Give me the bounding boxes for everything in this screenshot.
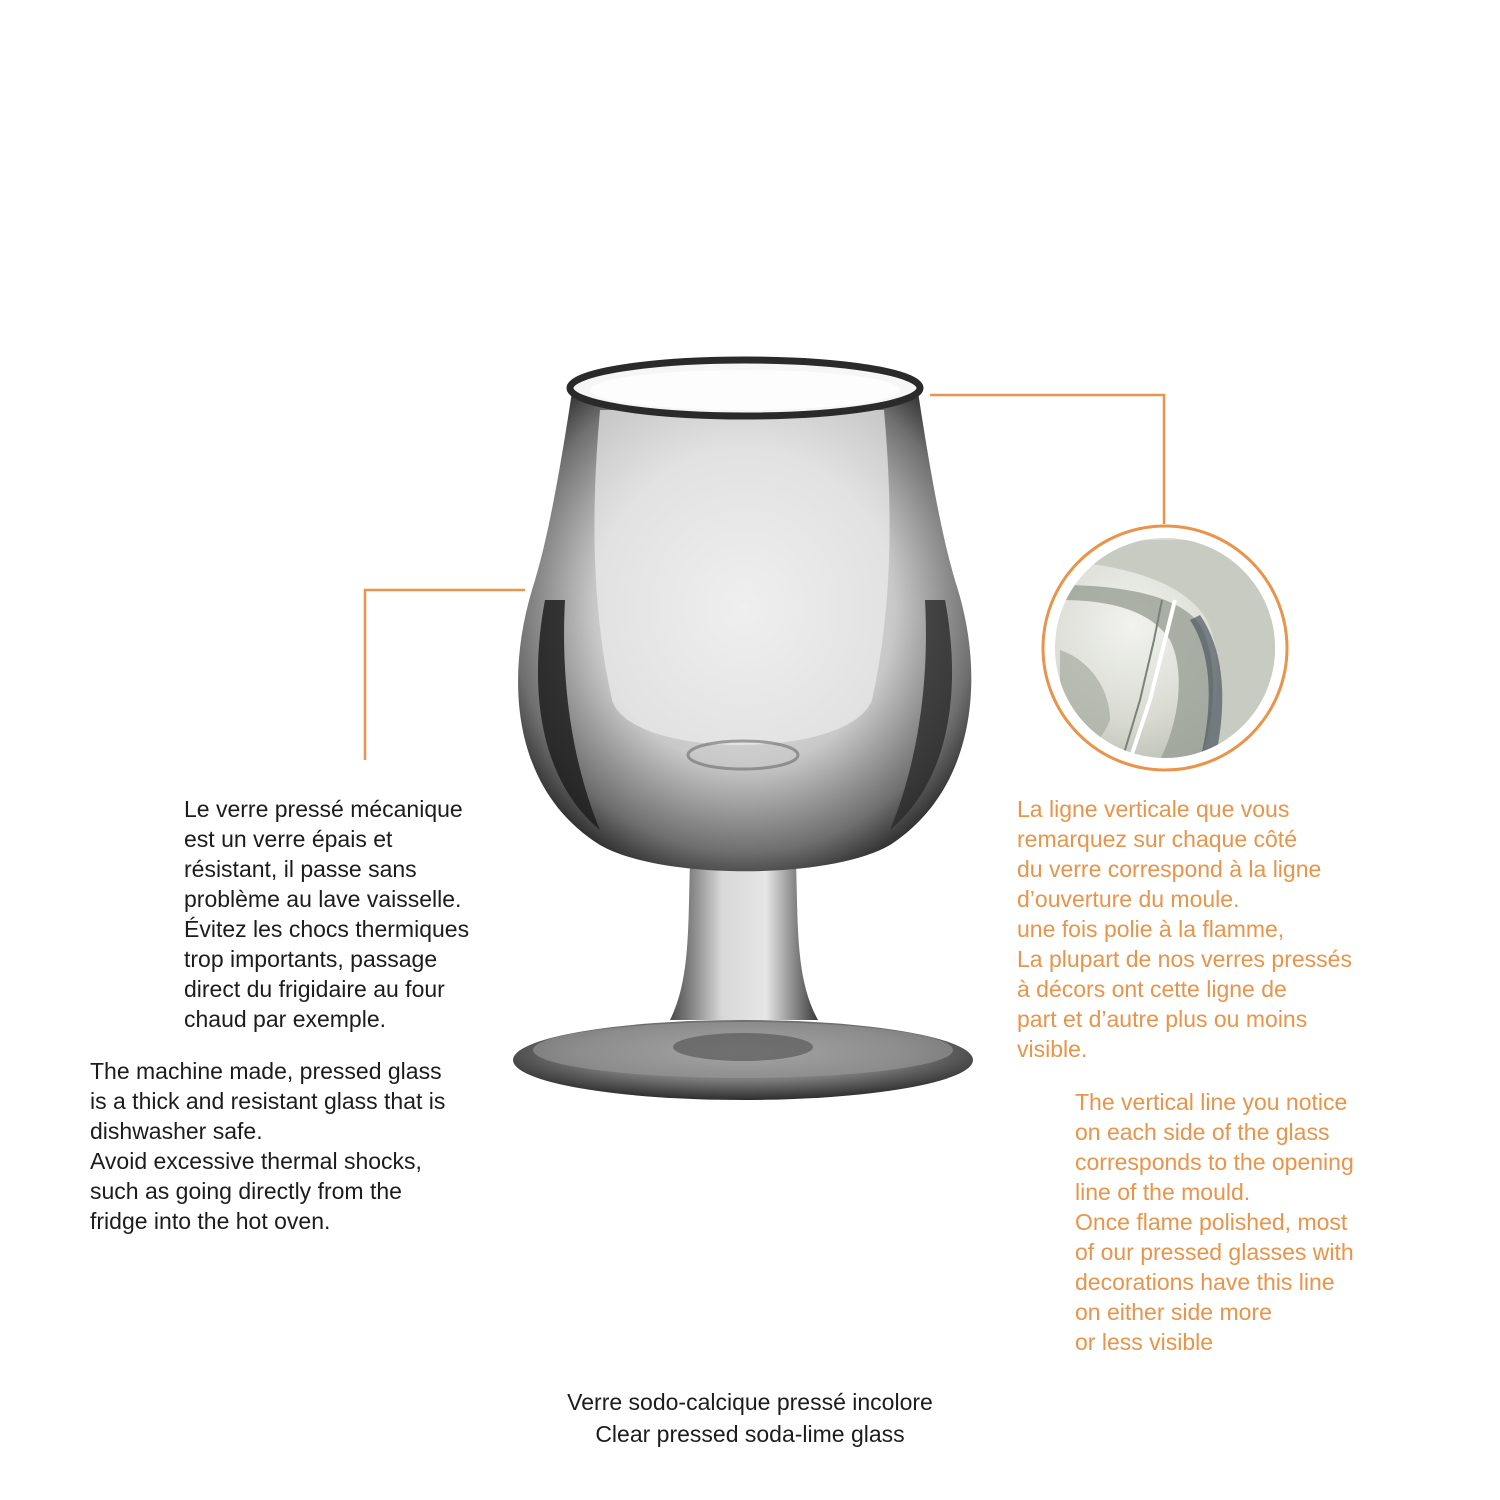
left-fr-line: résistant, il passe sans xyxy=(184,856,417,882)
left-note-french xyxy=(184,794,469,1034)
right-fr-line: une fois polie à la flamme, xyxy=(1017,916,1285,942)
right-en-line: line of the mould. xyxy=(1075,1179,1251,1205)
left-en-line: The machine made, pressed glass xyxy=(90,1058,442,1084)
left-en-line: dishwasher safe. xyxy=(90,1118,263,1144)
left-en-line: fridge into the hot oven. xyxy=(90,1208,331,1234)
right-en-line: The vertical line you notice xyxy=(1075,1089,1348,1115)
right-en-line: corresponds to the opening xyxy=(1075,1149,1354,1175)
left-fr-line: problème au lave vaisselle. xyxy=(184,886,462,912)
right-fr-line: remarquez sur chaque côté xyxy=(1017,826,1297,852)
right-callout-line xyxy=(930,395,1164,524)
left-fr-line: Le verre pressé mécanique xyxy=(184,796,463,822)
right-fr-line: La ligne verticale que vous xyxy=(1017,796,1290,822)
left-fr-line: trop importants, passage xyxy=(184,946,438,972)
right-fr-line: du verre correspond à la ligne xyxy=(1017,856,1322,882)
right-en-line: on either side more xyxy=(1075,1299,1272,1325)
right-en-line: Once flame polished, most xyxy=(1075,1209,1348,1235)
right-fr-line: part et d’autre plus ou moins xyxy=(1017,1006,1308,1032)
left-note-english xyxy=(90,1056,445,1236)
right-fr-line: d’ouverture du moule. xyxy=(1017,886,1240,912)
left-callout-line xyxy=(365,590,525,760)
glass-illustration-icon xyxy=(513,360,973,1100)
right-en-line: decorations have this line xyxy=(1075,1269,1335,1295)
left-fr-line: direct du frigidaire au four xyxy=(184,976,445,1002)
caption-french: Verre sodo-calcique pressé incolore xyxy=(567,1389,933,1415)
left-en-line: Avoid excessive thermal shocks, xyxy=(90,1148,422,1174)
right-fr-line: La plupart de nos verres pressés xyxy=(1017,946,1352,972)
left-en-line: such as going directly from the xyxy=(90,1178,402,1204)
left-fr-line: Évitez les chocs thermiques xyxy=(184,916,470,942)
right-fr-line: à décors ont cette ligne de xyxy=(1017,976,1287,1002)
right-note-english xyxy=(1075,1087,1354,1357)
product-caption xyxy=(0,1386,1500,1450)
caption-english: Clear pressed soda-lime glass xyxy=(595,1421,905,1447)
right-note-french xyxy=(1017,794,1352,1064)
right-en-line: of our pressed glasses with xyxy=(1075,1239,1354,1265)
left-fr-line: chaud par exemple. xyxy=(184,1006,387,1032)
right-fr-line: visible. xyxy=(1017,1036,1088,1062)
left-fr-line: est un verre épais et xyxy=(184,826,393,852)
mould-line-detail-icon xyxy=(1043,526,1287,770)
right-en-line: or less visible xyxy=(1075,1329,1214,1355)
left-en-line: is a thick and resistant glass that is xyxy=(90,1088,446,1114)
right-en-line: on each side of the glass xyxy=(1075,1119,1330,1145)
